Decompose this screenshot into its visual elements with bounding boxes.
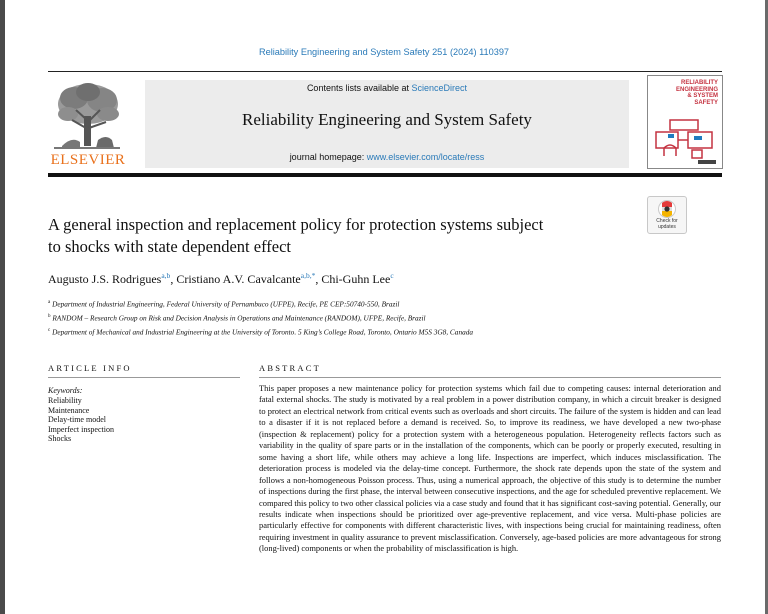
author-name[interactable]: Augusto J.S. Rodrigues <box>48 272 162 286</box>
cover-graphic-icon <box>648 76 722 168</box>
affiliation-list <box>48 297 708 339</box>
affiliation-item <box>48 311 708 325</box>
keyword-item: Imperfect inspection <box>48 424 114 434</box>
affiliation-text: Department of Mechanical and Industrial Engineering at the University of Toronto. 5 King’s College Road, Toronto, Ontario M5S 3G8, Canada <box>52 327 474 337</box>
masthead-bottom-rule <box>48 173 722 177</box>
author-name[interactable]: Cristiano A.V. Cavalcante <box>176 272 301 286</box>
cover-title-line: SAFETY <box>694 99 718 106</box>
homepage-line <box>145 152 629 162</box>
check-label-line: Check for <box>656 218 678 224</box>
author-affiliation-mark[interactable]: c <box>390 271 394 280</box>
author-separator: , <box>315 272 322 286</box>
affiliation-mark: a <box>48 300 51 305</box>
affiliation-text: RANDOM – Research Group on Risk and Decision Analysis in Operations and Maintenance (RANDOM), UFPE, Recife, Brazil <box>52 313 426 323</box>
check-label-line: updates <box>658 223 676 230</box>
check-for-updates-button[interactable] <box>647 196 687 234</box>
article-title <box>48 214 638 258</box>
keyword-item: Delay-time model <box>48 415 106 425</box>
contents-prefix: Contents lists available at <box>306 83 409 93</box>
author-separator: , <box>170 272 177 286</box>
keyword-item: Reliability <box>48 396 82 405</box>
homepage-prefix: journal homepage: <box>289 152 365 162</box>
journal-title: Reliability Engineering and System Safety <box>242 110 532 129</box>
affiliation-item <box>48 325 708 339</box>
affiliation-mark: c <box>48 327 51 333</box>
check-for-updates-label <box>648 219 686 230</box>
author-affiliation-mark[interactable]: a,b,* <box>300 271 316 280</box>
viewer-left-border <box>0 0 5 614</box>
journal-cover[interactable] <box>647 75 723 169</box>
cover-title-line: ENGINEERING <box>675 86 718 93</box>
contents-line <box>145 83 629 93</box>
keyword-item: Shocks <box>48 434 72 444</box>
sciencedirect-link[interactable]: ScienceDirect <box>411 83 468 93</box>
keywords-label: Keywords: <box>48 386 83 395</box>
article-title-line: A general inspection and replacement policy for protection systems subject <box>48 215 544 234</box>
affiliation-text: Department of Industrial Engineering, Federal University of Pernambuco (UFPE), Recife, PE CEP:50740-550, Brazil <box>52 299 400 309</box>
author-affiliation-mark[interactable]: a,b <box>161 271 171 280</box>
article-info-heading: ARTICLE INFO <box>48 363 132 373</box>
cover-title-line: RELIABILITY <box>681 80 718 86</box>
affiliation-item <box>48 297 708 311</box>
abstract-rule <box>259 377 721 378</box>
affiliation-mark: b <box>48 313 51 319</box>
article-title-line: to shocks with state dependent effect <box>48 237 291 256</box>
check-for-updates-icon <box>648 198 686 220</box>
keyword-list <box>48 396 114 444</box>
abstract-text: This paper proposes a new maintenance policy for protection systems which fail due to competing causes: internal deterioration and fatal external shocks. The study is motivated by a real problem in a power distribution company, in which a circuit breaker is designed to protect an electrical network from critical events such as overloads and short circuits. The failure of the system is hidden and can lead to a disaster if it is not replaced before a demand is received. So, to improve its readiness, we have developed a new two-phase (inspection & replacement) policy for a protection system with a heterogeneous population. Heterogeneity reflects factors such as variability in the quality of spare parts or in the installation of the components, which can be poorly or properly executed, resulting in some having a short life, while others may achieve a long life. Inspections are imperfect, which induces misclassification. The deterioration process is modeled via the delay-time concept. Furthermore, the shock rate depends upon the state of the system and follows a non-homogeneous Poisson process. Thus, using a numerical approach, the objective of this study is to determine the number of inspections during the first phase, the interval between consecutive inspections, and the age for scheduled preventive replacement. We compared this policy to two other classical policies via a case study and found that it has significant cost-saving potential. Generally, our results indicate when inspections should be prioritized over age-preventive replacement, and vice versa. Multi-phase policies are particularly effective for components with different characteristic lives, with inspections being crucial for maintaining readiness, often requiring investment in quality assurance to prevent misclassification. Conversely, age-based policies are more advantageous for strong (long-lived) components or when the probability of misclassification is high. <box>259 383 721 554</box>
keyword-item: Maintenance <box>48 405 90 415</box>
homepage-link[interactable]: www.elsevier.com/locate/ress <box>366 152 485 162</box>
author-list <box>48 271 688 287</box>
elsevier-wordmark: ELSEVIER <box>50 152 126 168</box>
article-info-rule <box>48 377 240 378</box>
abstract-heading: ABSTRACT <box>259 363 321 373</box>
journal-reference[interactable]: Reliability Engineering and System Safety 251 (2024) 110397 <box>258 47 510 57</box>
cover-title-line: & SYSTEM <box>687 93 718 99</box>
author-name[interactable]: Chi-Guhn Lee <box>321 272 391 286</box>
header-top-rule <box>48 71 722 72</box>
